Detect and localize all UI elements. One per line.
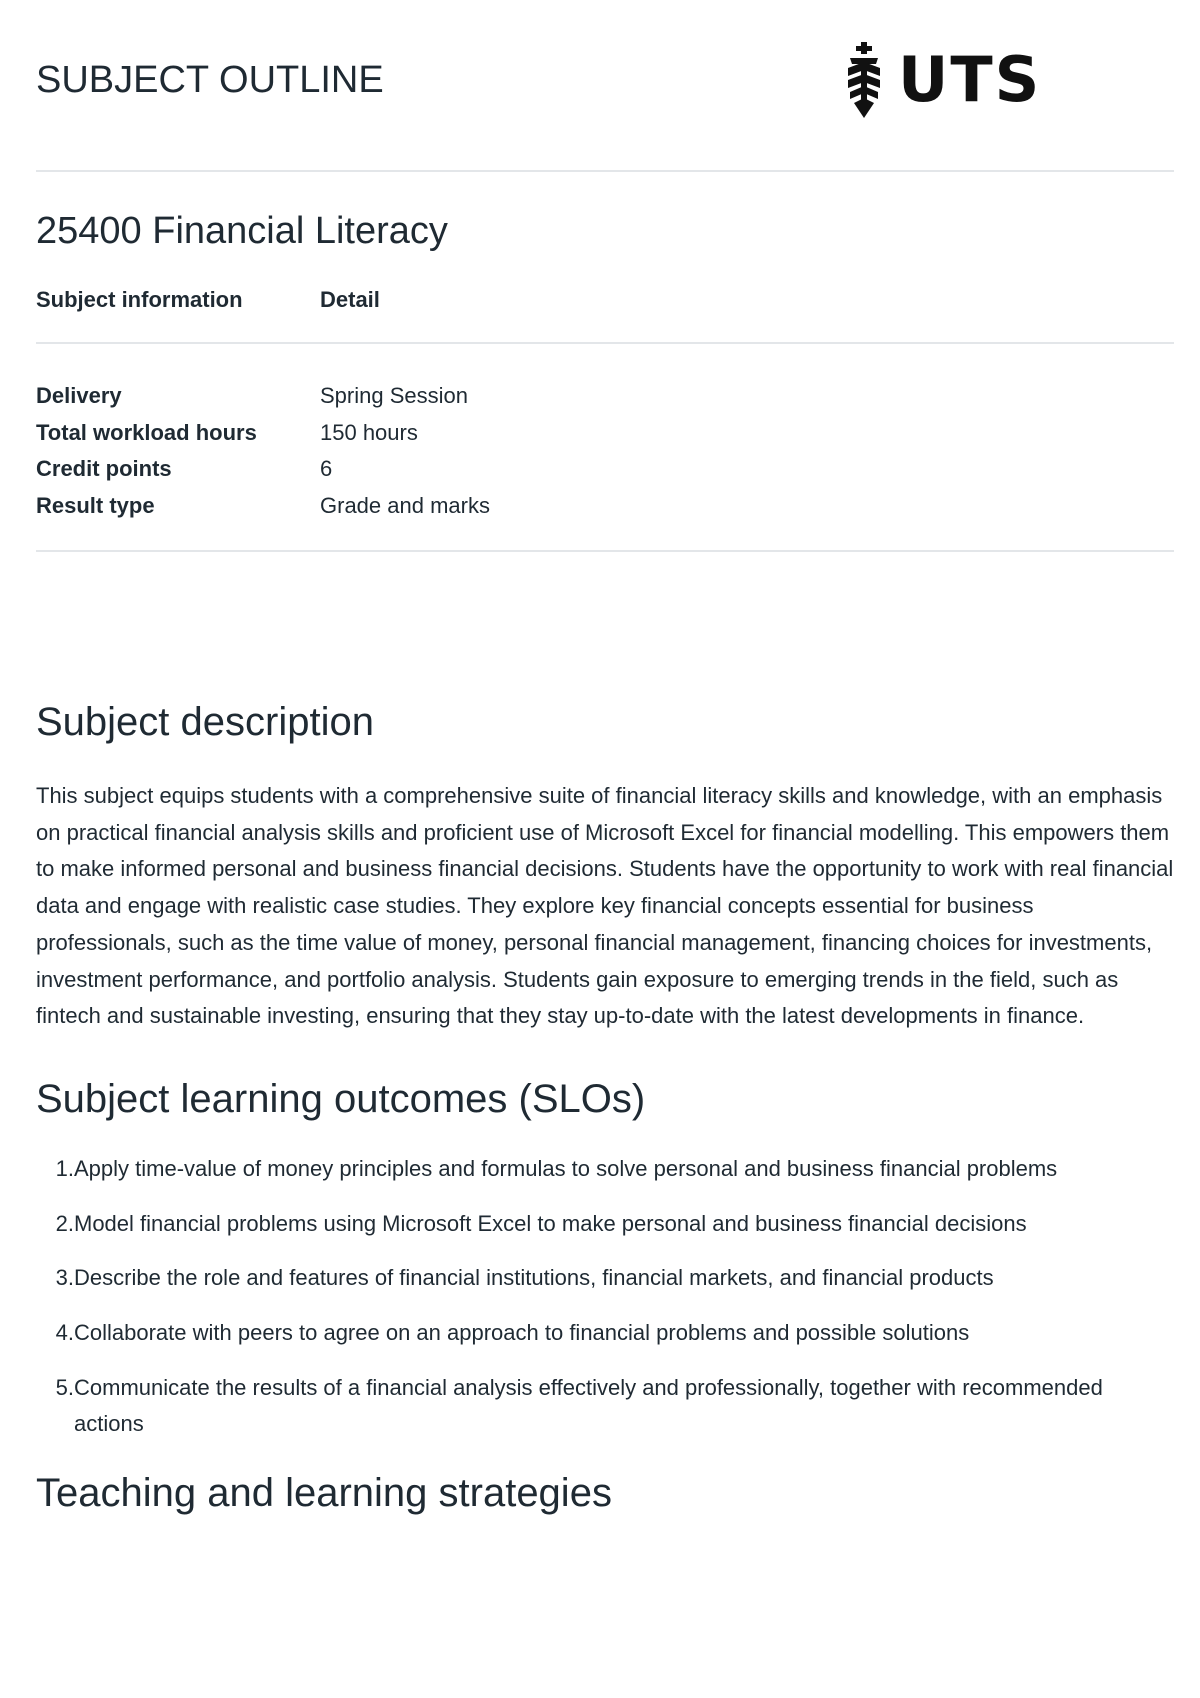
slo-item	[36, 1370, 1174, 1443]
info-label: Result type	[36, 492, 155, 518]
info-table-header	[36, 284, 1174, 342]
description-text: This subject equips students with a comprehensive suite of financial literacy skills and knowledge, with an emphasis on practical financial analysis skills and proficient use of Microsoft Excel for financial modelling. This empowers them to make informed personal and business financial decisions. Students have the opportunity to work with real financial data and engage with realistic case studies. They explore key financial concepts essential for business professionals, such as the time value of money, personal financial management, financing choices for investments, investment performance, and portfolio analysis. Students gain exposure to emerging trends in the field, such as fintech and sustainable investing, ensuring that they stay up-to-date with the latest developments in finance.	[36, 783, 1174, 1029]
slo-item	[36, 1260, 1174, 1297]
uts-logo	[842, 42, 1041, 118]
uts-crest-icon	[842, 42, 886, 118]
info-table-bottom-divider	[36, 550, 1174, 552]
slo-text: Describe the role and features of financial institutions, financial markets, and financial products	[74, 1265, 994, 1291]
subject-info-table	[36, 284, 1174, 552]
slo-text: Communicate the results of a financial analysis effectively and professionally, together with recommended actions	[74, 1374, 1103, 1437]
info-table-body	[36, 344, 1174, 550]
info-header-subject-information: Subject information	[36, 287, 243, 312]
header-divider	[36, 170, 1174, 172]
slo-item	[36, 1206, 1174, 1243]
slo-text: Apply time-value of money principles and formulas to solve personal and business financial problems	[74, 1155, 1058, 1181]
info-row-workload	[36, 415, 1174, 452]
info-label: Total workload hours	[36, 419, 257, 445]
slo-number: 5.	[55, 1374, 74, 1400]
info-label: Credit points	[36, 456, 172, 481]
document-label: SUBJECT OUTLINE	[36, 59, 384, 101]
slo-number: 3.	[55, 1265, 74, 1291]
slo-number: 1.	[55, 1155, 74, 1181]
info-header-detail: Detail	[320, 287, 380, 312]
subject-outline-page	[36, 0, 1174, 1517]
slo-item	[36, 1151, 1174, 1188]
info-value: 150 hours	[320, 419, 418, 445]
slo-text: Model financial problems using Microsoft Excel to make personal and business financial decisions	[74, 1210, 1027, 1236]
info-row-delivery	[36, 378, 1174, 415]
slo-number: 4.	[55, 1320, 74, 1346]
info-row-credit-points	[36, 451, 1174, 488]
slo-item	[36, 1315, 1174, 1352]
info-value: Spring Session	[320, 383, 468, 408]
teaching-strategies-heading: Teaching and learning strategies	[36, 1471, 612, 1516]
info-label: Delivery	[36, 383, 122, 408]
slo-text: Collaborate with peers to agree on an approach to financial problems and possible solutions	[74, 1320, 970, 1346]
slo-list	[36, 1151, 1174, 1443]
slo-number: 2.	[55, 1210, 74, 1236]
info-value: Grade and marks	[320, 492, 490, 518]
description-heading: Subject description	[36, 700, 374, 744]
uts-wordmark: UTS	[898, 43, 1042, 116]
slo-heading: Subject learning outcomes (SLOs)	[36, 1076, 646, 1121]
info-row-result-type	[36, 488, 1174, 525]
page-header	[36, 0, 1174, 170]
info-value: 6	[320, 456, 333, 481]
subject-title: 25400 Financial Literacy	[36, 210, 448, 252]
